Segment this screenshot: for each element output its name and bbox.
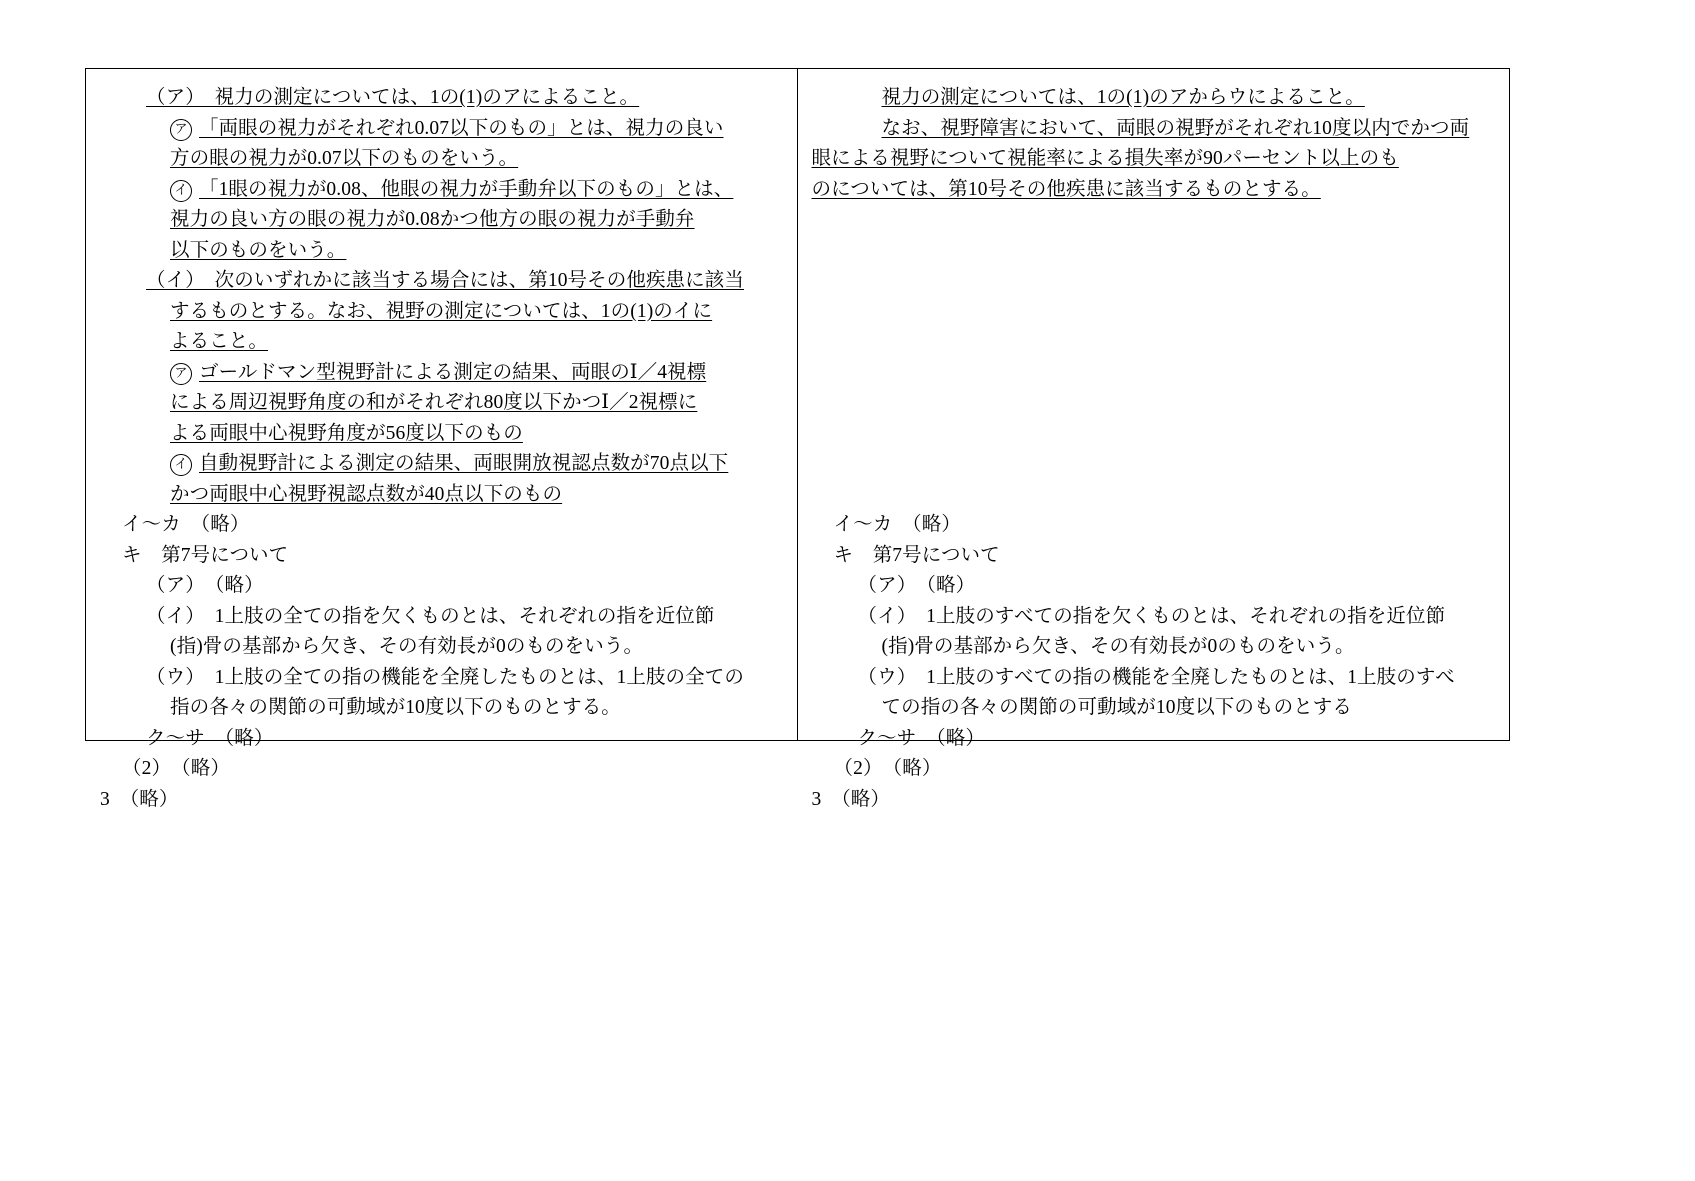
text-line bbox=[812, 83, 1492, 114]
line-text: ゴールドマン型視野計による測定の結果、両眼のⅠ／4視標 bbox=[198, 361, 707, 383]
circled-marker-icon: ア bbox=[170, 119, 192, 141]
text-line bbox=[100, 114, 779, 145]
text-line bbox=[812, 480, 1492, 511]
text-line bbox=[812, 754, 1492, 785]
text-line bbox=[812, 693, 1492, 724]
line-text: （ウ） 1上肢のすべての指の機能を全廃したものとは、1上肢のすべ bbox=[857, 666, 1455, 688]
line-text bbox=[812, 209, 817, 230]
text-line bbox=[812, 571, 1492, 602]
text-line bbox=[100, 632, 779, 663]
line-text: ク～サ （略） bbox=[857, 727, 985, 749]
left-column bbox=[86, 69, 798, 810]
line-text: キ 第7号について bbox=[122, 544, 289, 566]
line-text: （ア） （略） bbox=[146, 575, 264, 596]
text-line bbox=[100, 449, 779, 480]
text-line bbox=[100, 480, 779, 511]
text-line bbox=[812, 449, 1492, 480]
text-line bbox=[812, 175, 1492, 206]
text-line bbox=[100, 724, 779, 755]
text-line bbox=[100, 693, 779, 724]
line-text: （ア） 視力の測定については、1の(1)のアによること。 bbox=[146, 87, 640, 108]
line-text: イ～カ （略） bbox=[833, 514, 961, 535]
text-line bbox=[100, 297, 779, 328]
line-text bbox=[812, 331, 817, 352]
line-text: (指)骨の基部から欠き、その有効長が0のものをいう。 bbox=[881, 636, 1355, 657]
line-text: かつ両眼中心視野視認点数が40点以下のもの bbox=[170, 483, 563, 505]
line-text: （2） （略） bbox=[122, 758, 230, 779]
text-line bbox=[100, 83, 779, 114]
line-text: 「1眼の視力が0.08、他眼の視力が手動弁以下のもの」とは、 bbox=[198, 178, 734, 200]
text-line bbox=[812, 327, 1492, 358]
line-text: による周辺視野角度の和がそれぞれ80度以下かつⅠ／2視標に bbox=[170, 392, 698, 413]
line-text: 「両眼の視力がそれぞれ0.07以下のもの」とは、視力の良い bbox=[198, 117, 724, 139]
text-line bbox=[812, 510, 1492, 541]
line-text bbox=[812, 270, 817, 291]
line-text: キ 第7号について bbox=[833, 544, 1000, 566]
text-line bbox=[812, 205, 1492, 236]
line-text: 眼による視野について視能率による損失率が90パーセント以上のも bbox=[811, 148, 1399, 169]
text-line bbox=[812, 541, 1492, 572]
circled-marker-icon: ア bbox=[170, 363, 192, 385]
line-text: 以下のものをいう。 bbox=[170, 239, 347, 261]
text-line bbox=[100, 358, 779, 389]
line-text: （2） （略） bbox=[833, 758, 942, 779]
line-text: （イ） 次のいずれかに該当する場合には、第10号その他疾患に該当 bbox=[146, 270, 744, 291]
text-line bbox=[812, 236, 1492, 267]
text-line bbox=[812, 785, 1492, 816]
text-line bbox=[812, 632, 1492, 663]
line-text: 視力の測定については、1の(1)のアからウによること。 bbox=[881, 87, 1365, 108]
line-text: （イ） 1上肢のすべての指を欠くものとは、それぞれの指を近位節 bbox=[857, 605, 1446, 627]
line-text: よること。 bbox=[170, 331, 269, 352]
line-text: (指)骨の基部から欠き、その有効長が0のものをいう。 bbox=[170, 636, 644, 657]
right-column bbox=[798, 69, 1510, 810]
text-line bbox=[100, 388, 779, 419]
line-text: 3 （略） bbox=[811, 788, 891, 810]
line-text: （イ） 1上肢の全ての指を欠くものとは、それぞれの指を近位節 bbox=[146, 605, 715, 627]
line-text bbox=[812, 453, 817, 474]
line-text: （ア） （略） bbox=[857, 575, 976, 596]
line-text: ク～サ （略） bbox=[146, 727, 274, 749]
text-line bbox=[100, 602, 779, 633]
line-text bbox=[812, 362, 817, 383]
comparison-table bbox=[85, 68, 1510, 810]
line-text bbox=[812, 423, 817, 444]
text-line bbox=[812, 297, 1492, 328]
text-line bbox=[100, 785, 779, 816]
text-line bbox=[100, 327, 779, 358]
line-text bbox=[812, 301, 817, 322]
line-text: なお、視野障害において、両眼の視野がそれぞれ10度以内でかつ両 bbox=[881, 117, 1470, 139]
line-text: 指の各々の関節の可動域が10度以下のものとする。 bbox=[170, 697, 621, 718]
text-line bbox=[100, 541, 779, 572]
line-text: 自動視野計による測定の結果、両眼開放視認点数が70点以下 bbox=[198, 453, 729, 474]
text-line bbox=[100, 419, 779, 450]
text-line bbox=[812, 602, 1492, 633]
line-text: 3 （略） bbox=[100, 788, 179, 810]
line-text bbox=[812, 484, 817, 505]
line-text bbox=[812, 392, 817, 413]
text-line bbox=[100, 144, 779, 175]
line-text: するものとする。なお、視野の測定については、1の(1)のイに bbox=[170, 300, 713, 322]
line-text: イ～カ （略） bbox=[122, 514, 250, 535]
line-text bbox=[812, 240, 817, 261]
circled-marker-icon: イ bbox=[170, 180, 192, 202]
text-line bbox=[812, 266, 1492, 297]
line-text: ての指の各々の関節の可動域が10度以下のものとする bbox=[881, 697, 1353, 718]
line-text: （ウ） 1上肢の全ての指の機能を全廃したものとは、1上肢の全ての bbox=[146, 666, 744, 688]
text-line bbox=[812, 144, 1492, 175]
line-text: よる両眼中心視野角度が56度以下のもの bbox=[170, 422, 523, 444]
circled-marker-icon: イ bbox=[170, 454, 192, 476]
text-line bbox=[812, 114, 1492, 145]
text-line bbox=[812, 663, 1492, 694]
line-text: のについては、第10号その他疾患に該当するものとする。 bbox=[811, 178, 1321, 200]
line-text: 視力の良い方の眼の視力が0.08かつ他方の眼の視力が手動弁 bbox=[170, 209, 695, 230]
text-line bbox=[812, 388, 1492, 419]
text-line bbox=[812, 419, 1492, 450]
text-line bbox=[100, 571, 779, 602]
line-text: 方の眼の視力が0.07以下のものをいう。 bbox=[170, 148, 519, 169]
text-line bbox=[100, 236, 779, 267]
text-line bbox=[100, 205, 779, 236]
text-line bbox=[100, 663, 779, 694]
text-line bbox=[812, 358, 1492, 389]
text-line bbox=[100, 266, 779, 297]
text-line bbox=[812, 724, 1492, 755]
text-line bbox=[100, 175, 779, 206]
text-line bbox=[100, 754, 779, 785]
text-line bbox=[100, 510, 779, 541]
